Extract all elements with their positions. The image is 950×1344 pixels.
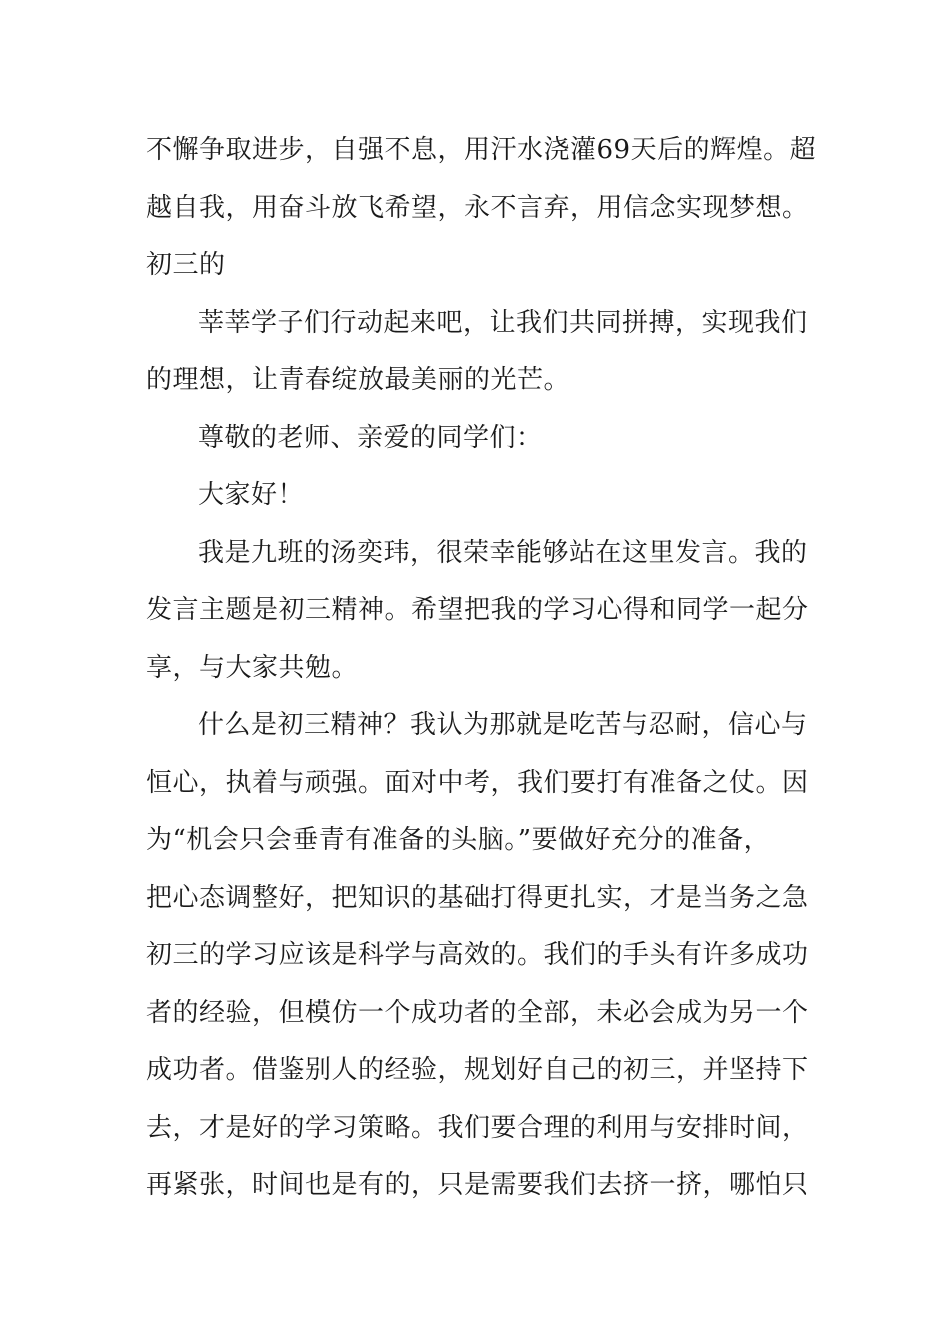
text-line: 不懈争取进步，自强不息，用汗水浇灌69天后的辉煌。超 xyxy=(146,135,817,165)
document-body xyxy=(146,122,817,1215)
text-line: 什么是初三精神？我认为那就是吃苦与忍耐，信心与 xyxy=(198,710,808,740)
text-line: 把心态调整好，把知识的基础打得更扎实，才是当务之急 xyxy=(146,882,809,913)
text-line: 享，与大家共勉。 xyxy=(146,652,359,683)
text-line: 再紧张，时间也是有的，只是需要我们去挤一挤，哪怕只 xyxy=(146,1170,809,1200)
text-line: 恒心，执着与顽强。面对中考，我们要打有准备之仗。因 xyxy=(146,767,809,798)
text-line: 尊敬的老师、亲爱的同学们： xyxy=(198,422,543,453)
text-line: 成功者。借鉴别人的经验，规划好自己的初三，并坚持下 xyxy=(146,1055,809,1085)
text-line: 初三的学习应该是科学与高效的。我们的手头有许多成功 xyxy=(146,940,809,970)
text-line: 大家好！ xyxy=(198,480,305,510)
text-line: 越自我，用奋斗放飞希望，永不言弃，用信念实现梦想。 xyxy=(146,192,809,223)
text-line: 者的经验，但模仿一个成功者的全部，未必会成为另一个 xyxy=(146,997,809,1028)
text-line: 去，才是好的学习策略。我们要合理的利用与安排时间， xyxy=(146,1112,809,1143)
text-line: 初三的 xyxy=(146,250,226,280)
text-line: 发言主题是初三精神。希望把我的学习心得和同学一起分 xyxy=(146,595,809,625)
text-line: 为“机会只会垂青有准备的头脑。”要做好充分的准备， xyxy=(146,825,771,855)
text-line: 我是九班的汤奕玮，很荣幸能够站在这里发言。我的 xyxy=(198,537,808,568)
text-line: 莘莘学子们行动起来吧，让我们共同拼搏，实现我们 xyxy=(198,307,808,338)
text-line: 的理想，让青春绽放最美丽的光芒。 xyxy=(146,365,571,395)
